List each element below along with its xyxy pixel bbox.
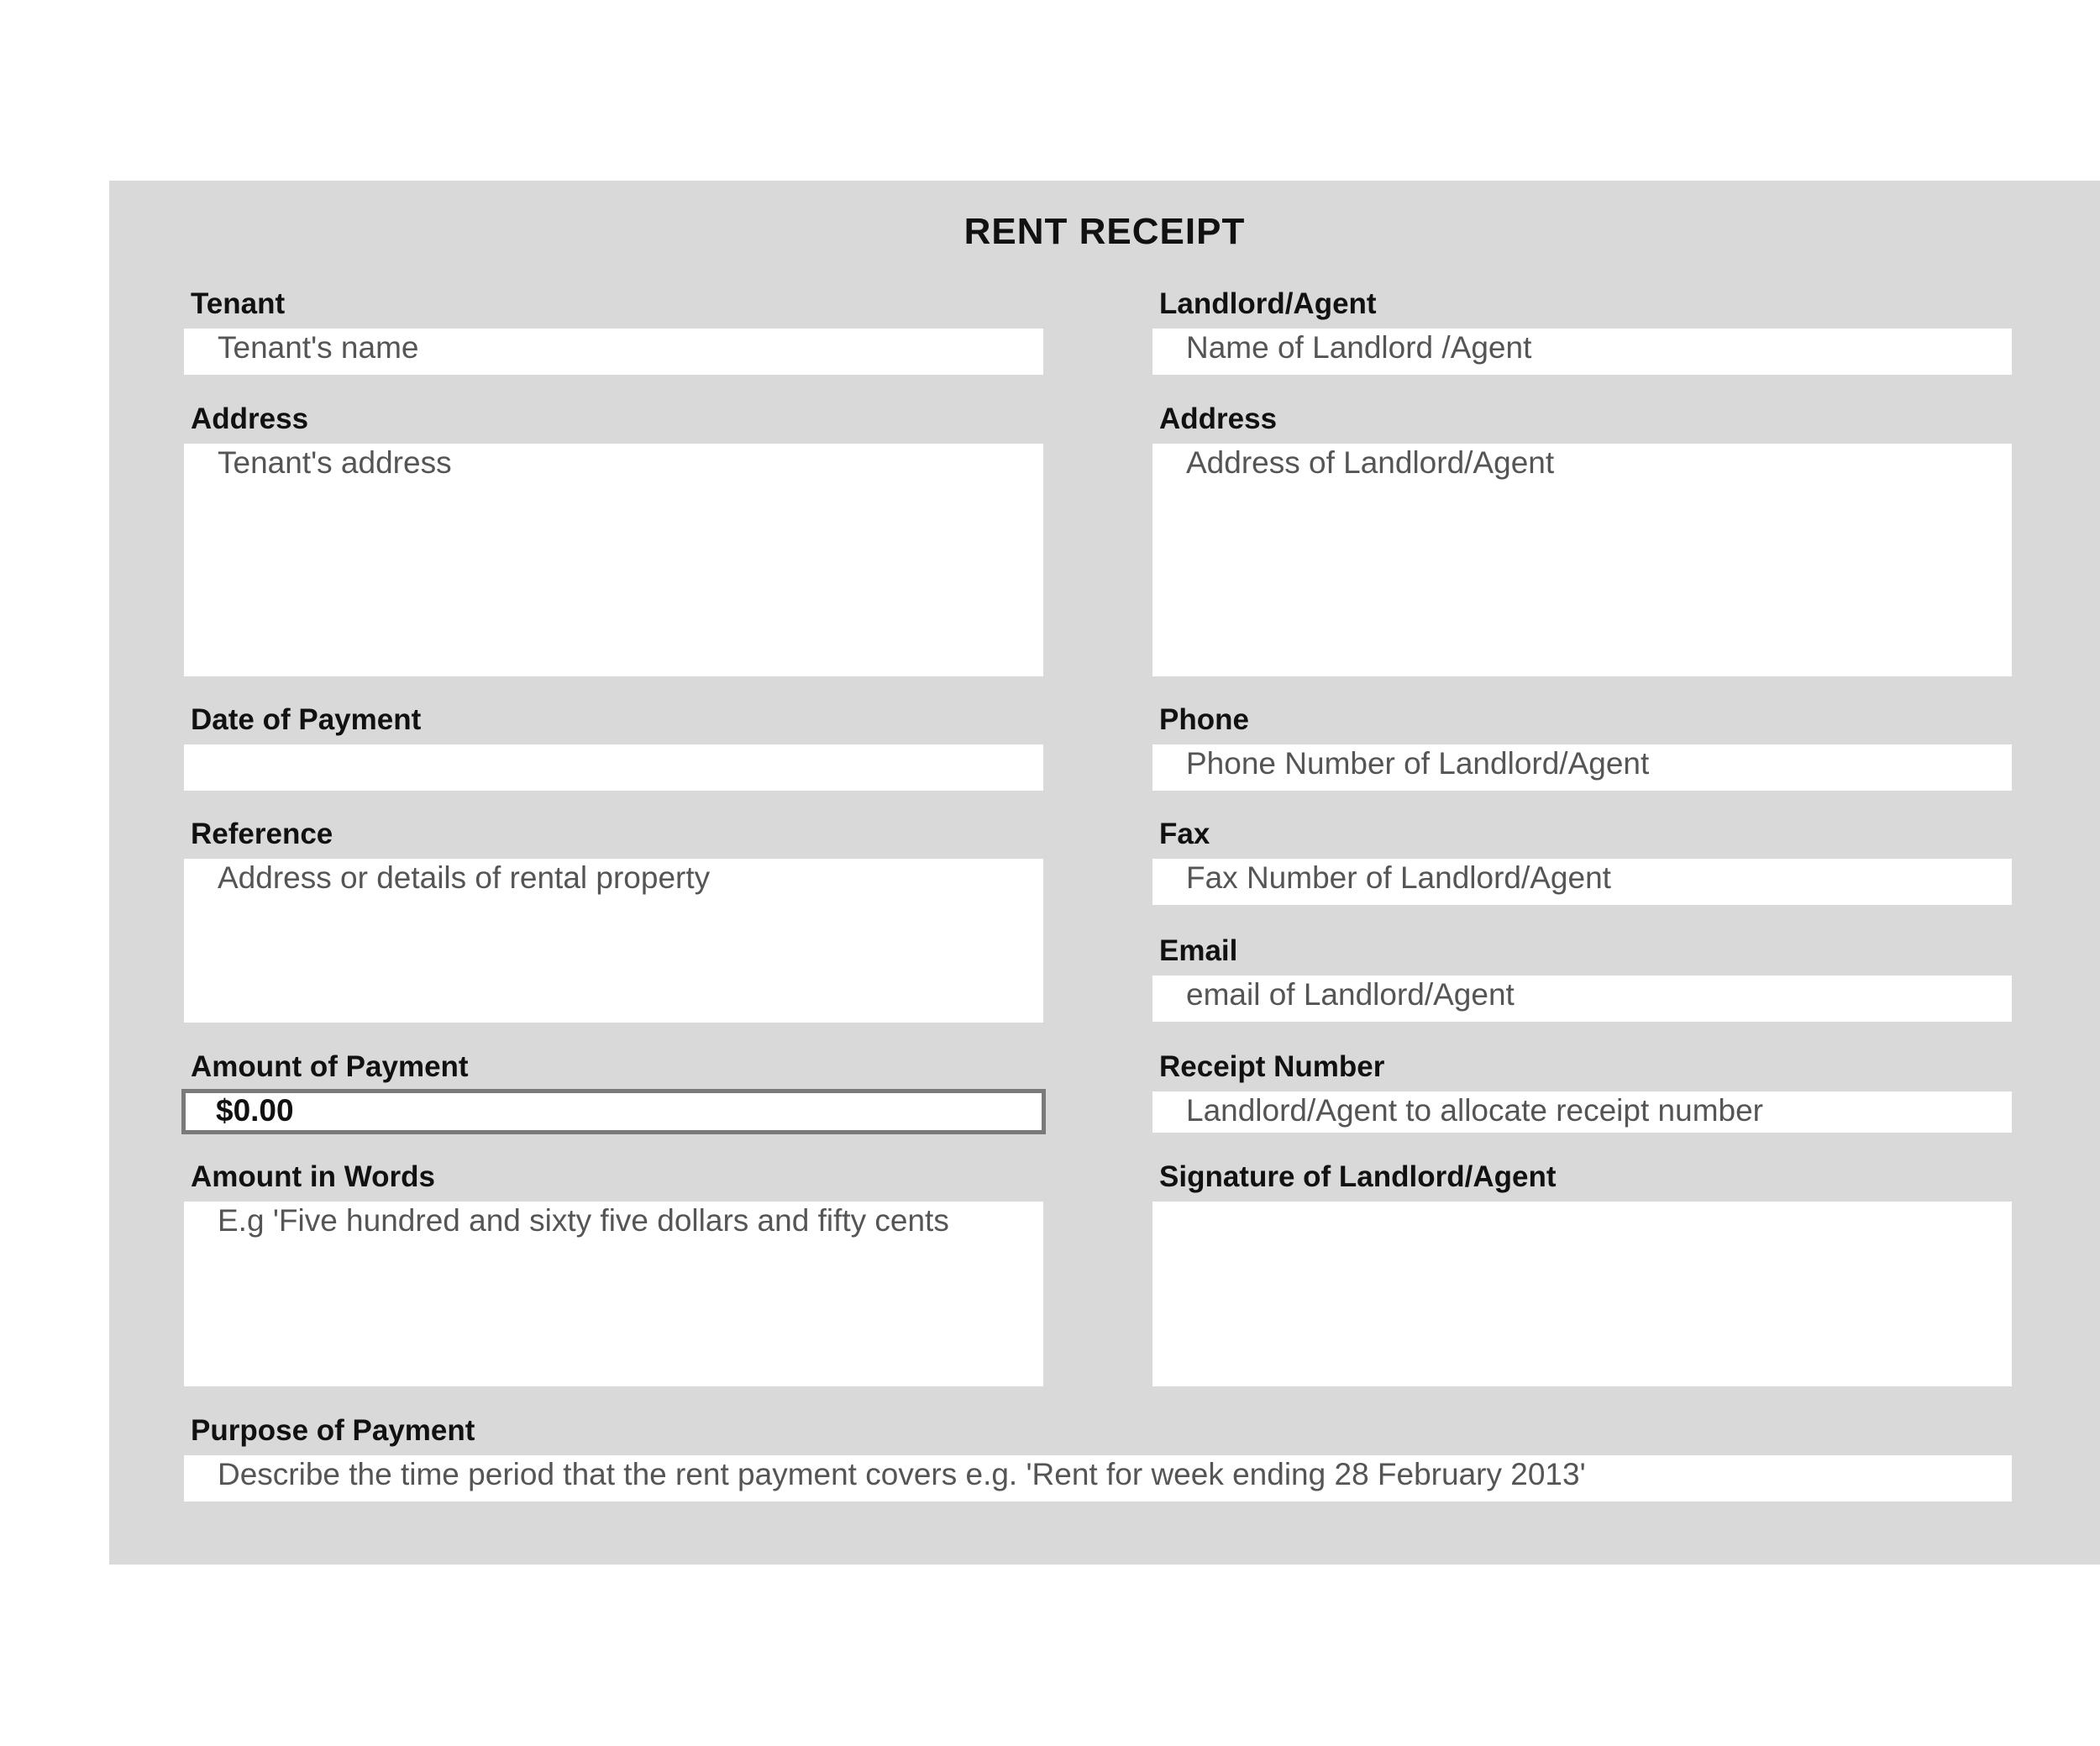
purpose-of-payment-field[interactable]: Describe the time period that the rent payment covers e.g. 'Rent for week ending 28 February 2013' <box>184 1455 2012 1501</box>
phone-field[interactable]: Phone Number of Landlord/Agent <box>1152 744 2012 791</box>
tenant-address-field[interactable]: Tenant's address <box>184 444 1043 676</box>
signature-field[interactable] <box>1152 1202 2012 1386</box>
form-title: RENT RECEIPT <box>963 211 1246 252</box>
landlord-address-field[interactable]: Address of Landlord/Agent <box>1152 444 2012 676</box>
landlord-agent-label: Landlord/Agent <box>1159 287 1377 320</box>
fax-field[interactable]: Fax Number of Landlord/Agent <box>1152 859 2012 905</box>
amount-of-payment-field[interactable]: $0.00 <box>181 1089 1046 1134</box>
amount-in-words-field[interactable]: E.g 'Five hundred and sixty five dollars and fifty cents <box>184 1202 1043 1386</box>
email-field[interactable]: email of Landlord/Agent <box>1152 976 2012 1022</box>
tenant-address-label: Address <box>191 402 309 435</box>
signature-label: Signature of Landlord/Agent <box>1159 1160 1557 1193</box>
landlord-address-label: Address <box>1159 402 1278 435</box>
phone-label: Phone <box>1159 703 1249 736</box>
rent-receipt-form <box>109 181 2100 1565</box>
amount-of-payment-label: Amount of Payment <box>191 1050 469 1083</box>
reference-field[interactable]: Address or details of rental property <box>184 859 1043 1023</box>
tenant-name-field[interactable]: Tenant's name <box>184 329 1043 375</box>
tenant-label: Tenant <box>191 287 286 320</box>
date-of-payment-label: Date of Payment <box>191 703 422 736</box>
landlord-agent-name-field[interactable]: Name of Landlord /Agent <box>1152 329 2012 375</box>
email-label: Email <box>1159 934 1238 967</box>
purpose-of-payment-label: Purpose of Payment <box>191 1414 475 1447</box>
date-of-payment-field[interactable] <box>184 744 1043 791</box>
reference-label: Reference <box>191 818 333 850</box>
fax-label: Fax <box>1159 818 1210 850</box>
amount-in-words-label: Amount in Words <box>191 1160 435 1193</box>
receipt-number-field[interactable]: Landlord/Agent to allocate receipt number <box>1152 1091 2012 1133</box>
receipt-number-label: Receipt Number <box>1159 1050 1385 1083</box>
